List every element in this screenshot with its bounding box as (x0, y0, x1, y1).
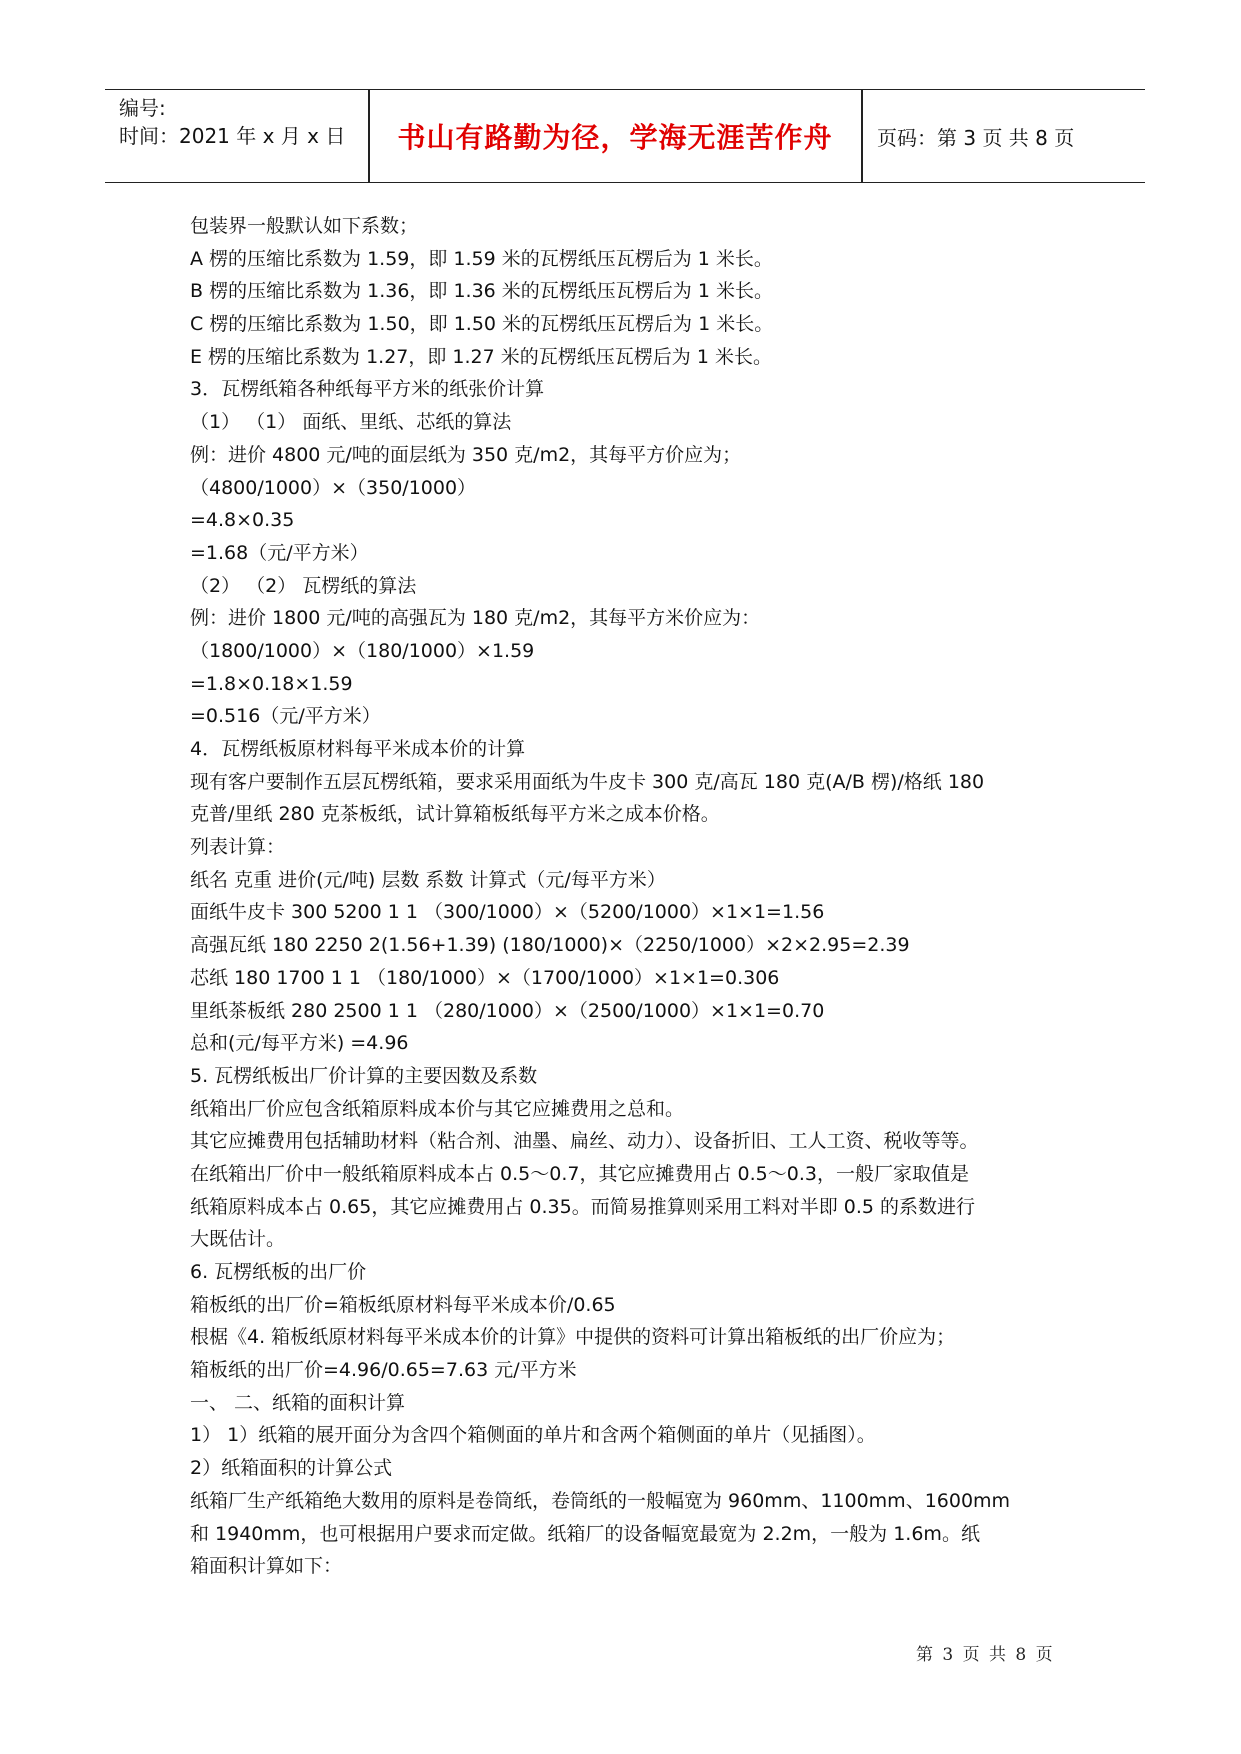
text-line: B 楞的压缩比系数为 1.36，即 1.36 米的瓦楞纸压瓦楞后为 1 米长。 (190, 280, 773, 303)
text-line: 纸箱出厂价应包含纸箱原料成本价与其它应摊费用之总和。 (190, 1097, 685, 1120)
text-line: =1.8×0.18×1.59 (190, 672, 353, 695)
text-line: 纸箱厂生产纸箱绝大数用的原料是卷筒纸，卷筒纸的一般幅宽为 960mm、1100mm、1600mm (190, 1489, 1011, 1512)
text-line: 高强瓦纸 180 2250 2(1.56+1.39) (180/1000)×（2250/1000）×2×2.95=2.39 (190, 934, 910, 957)
text-line: （1800/1000）×（180/1000）×1.59 (190, 639, 535, 662)
document-number-label: 编号: (119, 96, 166, 120)
text-line: 现有客户要制作五层瓦楞纸箱，要求采用面纸为牛皮卡 300 克/高瓦 180 克(A/B 楞)/格纸 180 (190, 770, 985, 793)
text-line: 芯纸 180 1700 1 1 （180/1000）×（1700/1000）×1×1=0.306 (190, 966, 780, 989)
text-line: 面纸牛皮卡 300 5200 1 1 （300/1000）×（5200/1000）×1×1=1.56 (190, 901, 825, 924)
text-line: 2）纸箱面积的计算公式 (190, 1457, 393, 1480)
text-line: 里纸茶板纸 280 2500 1 1 （280/1000）×（2500/1000）×1×1=0.70 (190, 999, 825, 1022)
text-line: 列表计算： (190, 836, 286, 859)
text-line: 根椐《4. 箱板纸原材料每平米成本价的计算》中提供的资料可计算出箱板纸的出厂价应为； (190, 1326, 956, 1349)
document-body (190, 210, 1080, 1583)
text-line: （4800/1000）×（350/1000） (190, 476, 477, 499)
text-line: 6. 瓦楞纸板的出厂价 (190, 1261, 367, 1283)
text-line: 和 1940mm，也可根据用户要求而定做。纸箱厂的设备幅宽最宽为 2.2m，一般为 1.6m。纸 (190, 1522, 980, 1545)
text-line: C 楞的压缩比系数为 1.50，即 1.50 米的瓦楞纸压瓦楞后为 1 米长。 (190, 313, 774, 336)
document-header (105, 89, 1145, 183)
header-motto: 书山有路勤为径，学海无涯苦作舟 (397, 121, 833, 154)
text-line: A 楞的压缩比系数为 1.59，即 1.59 米的瓦楞纸压瓦楞后为 1 米长。 (190, 247, 773, 270)
text-line: 例：进价 4800 元/吨的面层纸为 350 克/m2，其每平方价应为； (190, 443, 742, 466)
text-line: 在纸箱出厂价中一般纸箱原料成本占 0.5～0.7，其它应摊费用占 0.5～0.3，一般厂家取值是 (190, 1162, 969, 1185)
text-line: 5. 瓦楞纸板出厂价计算的主要因数及系数 (190, 1064, 538, 1087)
text-line: 箱板纸的出厂价=4.96/0.65=7.63 元/平方米 (190, 1359, 577, 1382)
text-line: E 楞的压缩比系数为 1.27，即 1.27 米的瓦楞纸压瓦楞后为 1 米长。 (190, 345, 772, 368)
document-time-label: 时间：2021 年 x 月 x 日 (119, 124, 346, 148)
text-line: 克普/里纸 280 克茶板纸，试计算箱板纸每平方米之成本价格。 (190, 803, 720, 826)
text-line: 纸箱原料成本占 0.65，其它应摊费用占 0.35。而简易推算则采用工料对半即 0.5 的系数进行 (190, 1195, 975, 1218)
header-meta (119, 94, 345, 150)
header-page-label: 页码：第 3 页 共 8 页 (877, 125, 1075, 150)
text-line: 4．瓦楞纸板原材料每平米成本价的计算 (190, 738, 526, 760)
text-line: 箱面积计算如下： (190, 1555, 343, 1578)
text-line: 1） 1）纸箱的展开面分为含四个箱侧面的单片和含两个箱侧面的单片（见插图）。 (190, 1424, 876, 1447)
text-line: 大既估计。 (190, 1228, 286, 1251)
text-line: 包装界一般默认如下系数； (190, 215, 419, 237)
text-line: 总和(元/每平方米) =4.96 (190, 1032, 409, 1055)
text-line: =0.516（元/平方米） (190, 705, 381, 728)
text-line: =1.68（元/平方米） (190, 541, 369, 564)
text-line: 其它应摊费用包括辅助材料（粘合剂、油墨、扁丝、动力）、设备折旧、工人工资、税收等等。 (190, 1130, 979, 1153)
text-line: 箱板纸的出厂价=箱板纸原材料每平米成本价/0.65 (190, 1293, 616, 1316)
header-divider-right (861, 90, 863, 182)
text-line: 一、 二、纸箱的面积计算 (190, 1391, 406, 1414)
text-line: 纸名 克重 进价(元/吨) 层数 系数 计算式（元/每平方米） (190, 868, 666, 891)
text-line: （1） （1） 面纸、里纸、芯纸的算法 (190, 411, 512, 434)
text-line: =4.8×0.35 (190, 509, 295, 532)
text-line: 例：进价 1800 元/吨的高强瓦为 180 克/m2，其每平方米价应为： (190, 607, 761, 630)
text-line: 3．瓦楞纸箱各种纸每平方米的纸张价计算 (190, 378, 545, 401)
page-footer: 第 3 页 共 8 页 (916, 1645, 1055, 1665)
text-line: （2） （2） 瓦楞纸的算法 (190, 574, 417, 597)
